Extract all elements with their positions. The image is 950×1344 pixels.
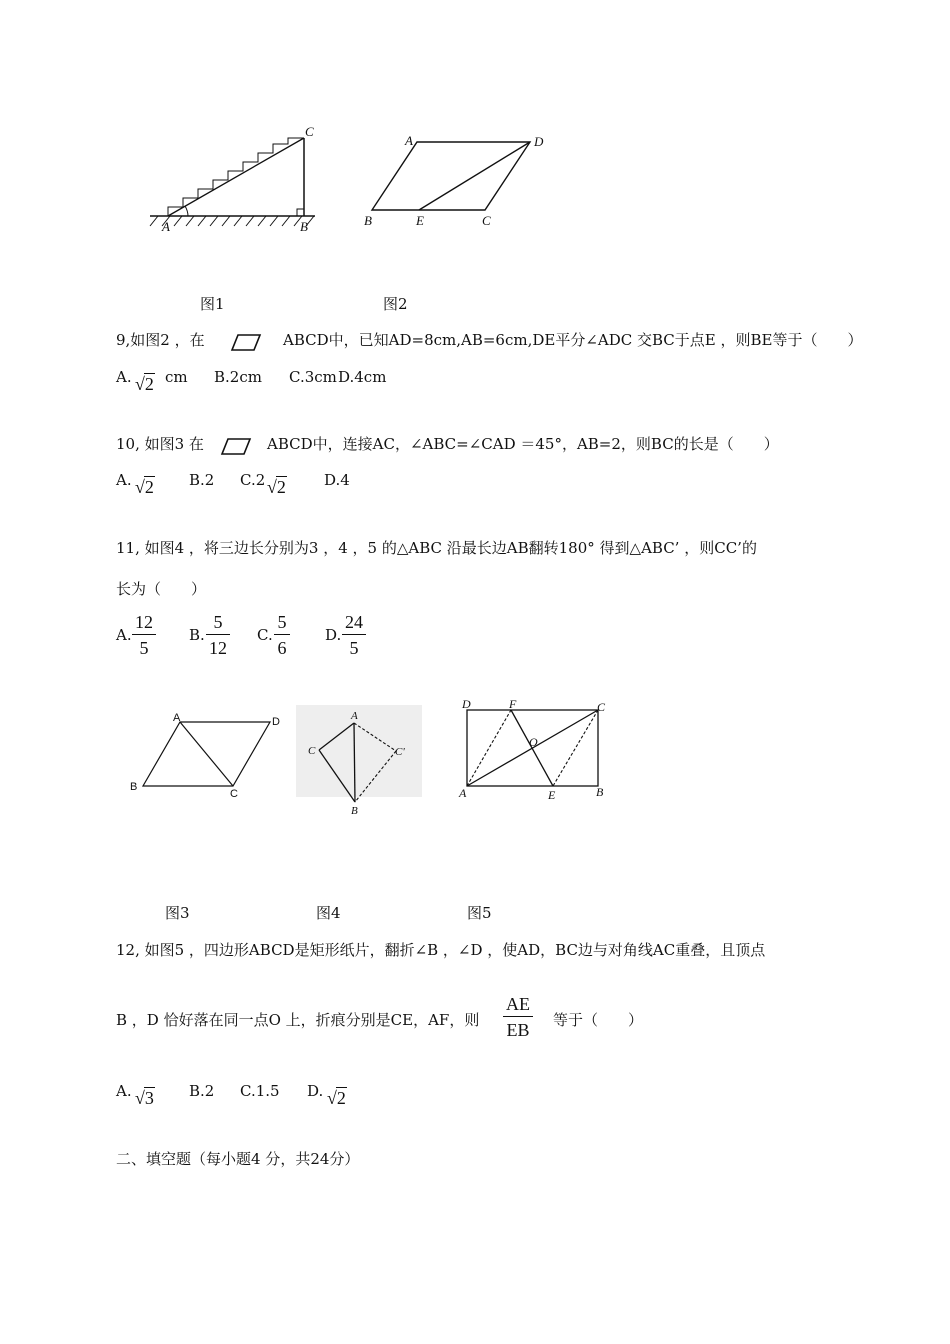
q11-option-a-numerator: 12 — [132, 613, 156, 635]
fig2-label-c: C — [482, 213, 491, 228]
q9-option-b: B.2cm — [214, 368, 262, 386]
q11-option-a-fraction — [132, 613, 156, 657]
q11-option-d-fraction — [342, 613, 366, 657]
q9-option-a-sqrt: √2 — [135, 374, 154, 394]
fig2-label-b: B — [364, 213, 372, 228]
fig5-label-f: F — [509, 697, 517, 711]
fig4-label-a: A — [351, 710, 358, 722]
q10-option-c-radicand: 2 — [276, 477, 286, 497]
fig5-label-c: C — [597, 700, 606, 714]
q10-option-b: B.2 — [189, 471, 215, 489]
figure-5-caption: 图5 — [467, 904, 492, 922]
fig4-label-b: B — [351, 805, 358, 817]
q11-option-a-label: A. — [116, 626, 132, 644]
q11-line-1: 11, 如图4 ，将三边长分别为3 ，4 ，5 的△ABC 沿最长边AB翻转180° 得到△ABC’ ，则CC’的 — [116, 539, 757, 557]
q12-option-a-label: A. — [116, 1082, 132, 1100]
q11-line-2: 长为（ ） — [116, 580, 207, 598]
figure-3-parallelogram — [125, 705, 295, 800]
q10-option-a-radicand: 2 — [144, 477, 154, 497]
fig1-label-a: A — [162, 219, 170, 234]
q11-option-d-numerator: 24 — [342, 613, 366, 635]
q9-option-a-radicand: 2 — [144, 374, 154, 394]
q12-line-2-a: B ，D 恰好落在同一点O 上，折痕分别是CE，AF，则 — [116, 1011, 480, 1029]
q9-text-a: 9,如图2 ，在 — [116, 331, 205, 349]
figure-2-parallelogram — [355, 125, 555, 235]
figure-2-caption: 图2 — [383, 295, 408, 313]
q12-ratio-denominator: EB — [506, 1020, 530, 1040]
fig2-label-e: E — [416, 213, 424, 228]
fig2-label-d: D — [534, 134, 544, 149]
fig1-label-b: B — [300, 219, 308, 234]
q12-ratio-fraction — [503, 995, 533, 1039]
q12-option-c: C.1.5 — [240, 1082, 280, 1100]
fig3-label-a: A — [173, 712, 181, 724]
q11-option-b-label: B. — [189, 626, 205, 644]
q12-line-1: 12, 如图5 ，四边形ABCD是矩形纸片，翻折∠B ，∠D ，使AD，BC边与对角线AC重叠，且顶点 — [116, 941, 766, 959]
q12-option-a-radicand: 3 — [144, 1088, 154, 1108]
fig3-label-b: B — [130, 781, 138, 793]
q10-option-a-sqrt: √2 — [135, 477, 154, 497]
q9-option-d: D.4cm — [338, 368, 387, 386]
q10-option-a-label: A. — [116, 471, 132, 489]
q11-option-a-denominator: 5 — [139, 638, 149, 658]
q11-option-c-fraction — [274, 613, 290, 657]
q12-option-d-sqrt: √2 — [327, 1088, 346, 1108]
figure-3-caption: 图3 — [165, 904, 190, 922]
q11-option-b-denominator: 12 — [209, 638, 227, 658]
q12-option-d-radicand: 2 — [336, 1088, 346, 1108]
q9-option-a-label: A. — [116, 368, 132, 386]
figure-5-rectangle-fold — [450, 695, 625, 807]
figure-4-caption: 图4 — [316, 904, 341, 922]
q11-option-b-numerator: 5 — [206, 613, 230, 635]
q12-option-d-label: D. — [307, 1082, 324, 1100]
fig2-label-a: A — [405, 133, 413, 148]
fig5-label-d: D — [462, 697, 471, 711]
parallelogram-symbol-icon — [230, 333, 262, 353]
q12-option-b: B.2 — [189, 1082, 215, 1100]
fig5-label-e: E — [548, 788, 556, 802]
q10-text-b: ABCD中，连接AC，∠ABC=∠CAD ＝45°，AB=2，则BC的长是（ ） — [267, 435, 779, 453]
section-2-title: 二、填空题（每小题4 分，共24分） — [116, 1150, 360, 1168]
figure-1-caption: 图1 — [200, 295, 225, 313]
fig4-label-c-prime: C' — [395, 746, 405, 758]
parallelogram-symbol-icon — [220, 437, 252, 457]
q11-option-c-denominator: 6 — [277, 638, 287, 658]
figure-1-staircase — [140, 120, 330, 240]
q11-option-d-denominator: 5 — [349, 638, 359, 658]
q9-option-c: C.3cm — [289, 368, 337, 386]
q11-option-c-label: C. — [257, 626, 273, 644]
fig4-label-c: C — [308, 745, 316, 757]
q12-line-2-b: 等于（ ） — [553, 1011, 644, 1029]
q10-text-a: 10, 如图3 在 — [116, 435, 204, 453]
fig3-label-c: C — [230, 788, 238, 800]
fig5-label-a: A — [459, 786, 467, 800]
fig1-label-c: C — [305, 124, 314, 139]
q9-text-b: ABCD中，已知AD=8cm,AB=6cm,DE平分∠ADC 交BC于点E ，则BE等于（ ） — [283, 331, 863, 349]
q10-option-c-label: C.2 — [240, 471, 266, 489]
q12-option-a-sqrt: √3 — [135, 1088, 154, 1108]
q10-option-c-sqrt: √2 — [267, 477, 286, 497]
fig5-label-o: O — [529, 735, 538, 749]
fig3-label-d: D — [272, 716, 280, 728]
q9-option-a-unit: cm — [165, 368, 188, 386]
q12-ratio-numerator: AE — [503, 995, 533, 1017]
q11-option-b-fraction — [206, 613, 230, 657]
figure-4-kite — [296, 705, 426, 820]
q10-option-d: D.4 — [324, 471, 350, 489]
fig5-label-b: B — [596, 785, 604, 799]
q11-option-c-numerator: 5 — [274, 613, 290, 635]
q11-option-d-label: D. — [325, 626, 342, 644]
